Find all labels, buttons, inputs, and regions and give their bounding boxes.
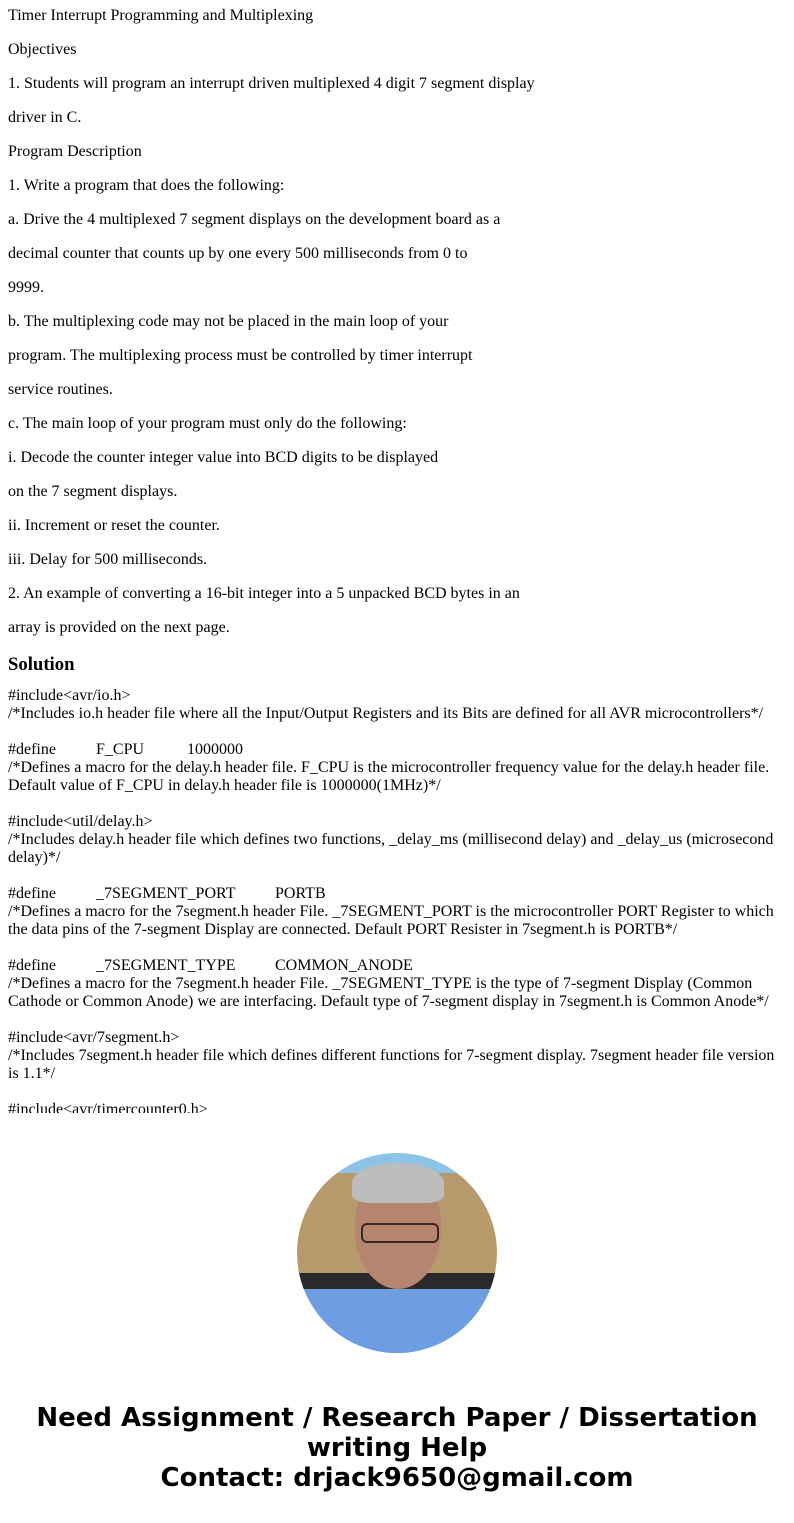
- paragraph: i. Decode the counter integer value into BCD digits to be displayed: [8, 449, 439, 466]
- promo-banner: [0, 1403, 794, 1493]
- promo-contact: Contact: drjack9650@gmail.com: [160, 1463, 634, 1493]
- paragraph: ii. Increment or reset the counter.: [8, 517, 220, 534]
- code-line: #include<avr/7segment.h>: [8, 1029, 180, 1046]
- doc-title: Timer Interrupt Programming and Multiplexing: [8, 7, 314, 24]
- code-keyword: #define: [8, 885, 56, 902]
- paragraph: a. Drive the 4 multiplexed 7 segment displays on the development board as a: [8, 211, 501, 228]
- code-comment: /*Defines a macro for the 7segment.h header File. _7SEGMENT_PORT is the microcontroller PORT Register to which the data pins of the 7-segment Display are connected. Default PORT Resister in 7segment.h is PORTB*/: [8, 903, 774, 938]
- code-comment: /*Includes 7segment.h header file which defines different functions for 7-segment display. 7segment header file version is 1.1*/: [8, 1047, 775, 1082]
- code-block: [8, 885, 786, 939]
- code-comment: /*Defines a macro for the delay.h header file. F_CPU is the microcontroller frequency value for the delay.h header file. Default value of F_CPU in delay.h header file is 1000000(1MHz)*/: [8, 759, 770, 794]
- section-heading-objectives: Objectives: [8, 41, 77, 58]
- code-line: #include<avr/timercounter0.h>: [8, 1101, 208, 1113]
- photo-glasses: [361, 1223, 439, 1243]
- paragraph: service routines.: [8, 381, 113, 398]
- paragraph: decimal counter that counts up by one every 500 milliseconds from 0 to: [8, 245, 468, 262]
- code-macro-name: F_CPU: [96, 741, 145, 758]
- code-comment: /*Defines a macro for the 7segment.h header File. _7SEGMENT_TYPE is the type of 7-segment Display (Common Cathode or Common Anode) we are interfacing. Default type of 7-segment display in 7segment.h is Common Anode*/: [8, 975, 769, 1010]
- paragraph: driver in C.: [8, 109, 82, 126]
- code-block: [8, 813, 786, 867]
- paragraph: on the 7 segment displays.: [8, 483, 178, 500]
- section-heading-description: Program Description: [8, 143, 142, 160]
- code-line: [8, 741, 786, 759]
- code-macro-value: 1000000: [187, 741, 243, 758]
- paragraph: 2. An example of converting a 16-bit integer into a 5 unpacked BCD bytes in an: [8, 585, 520, 602]
- paragraph: 1. Students will program an interrupt driven multiplexed 4 digit 7 segment display: [8, 75, 535, 92]
- solution-heading: Solution: [8, 654, 75, 675]
- paragraph: 1. Write a program that does the following:: [8, 177, 285, 194]
- code-block: [8, 741, 786, 795]
- code-macro-name: _7SEGMENT_PORT: [96, 885, 236, 902]
- code-line: #include<util/delay.h>: [8, 813, 153, 830]
- code-macro-value: COMMON_ANODE: [275, 957, 413, 974]
- code-line: [8, 957, 786, 975]
- document-body: [8, 0, 786, 1113]
- paragraph: b. The multiplexing code may not be placed in the main loop of your: [8, 313, 449, 330]
- code-comment: /*Includes delay.h header file which defines two functions, _delay_ms (millisecond delay) and _delay_us (microsecond delay)*/: [8, 831, 774, 866]
- paragraph: iii. Delay for 500 milliseconds.: [8, 551, 208, 568]
- paragraph: c. The main loop of your program must only do the following:: [8, 415, 407, 432]
- code-block: [8, 1029, 786, 1083]
- paragraph: array is provided on the next page.: [8, 619, 230, 636]
- code-keyword: #define: [8, 741, 56, 758]
- photo-hair: [352, 1163, 444, 1203]
- code-line: [8, 885, 786, 903]
- paragraph: 9999.: [8, 279, 44, 296]
- author-photo: [297, 1153, 497, 1353]
- code-comment: /*Includes io.h header file where all the Input/Output Registers and its Bits are defined for all AVR microcontrollers*/: [8, 705, 764, 722]
- code-block: [8, 1101, 786, 1113]
- paragraph: program. The multiplexing process must be controlled by timer interrupt: [8, 347, 473, 364]
- code-macro-value: PORTB: [275, 885, 326, 902]
- code-block: [8, 957, 786, 1011]
- code-keyword: #define: [8, 957, 56, 974]
- photo-shirt: [307, 1298, 487, 1353]
- code-block: [8, 687, 786, 723]
- solution-code: [8, 687, 786, 1113]
- code-line: #include<avr/io.h>: [8, 687, 131, 704]
- promo-headline: Need Assignment / Research Paper / Dissertation writing Help: [36, 1403, 758, 1463]
- code-macro-name: _7SEGMENT_TYPE: [96, 957, 236, 974]
